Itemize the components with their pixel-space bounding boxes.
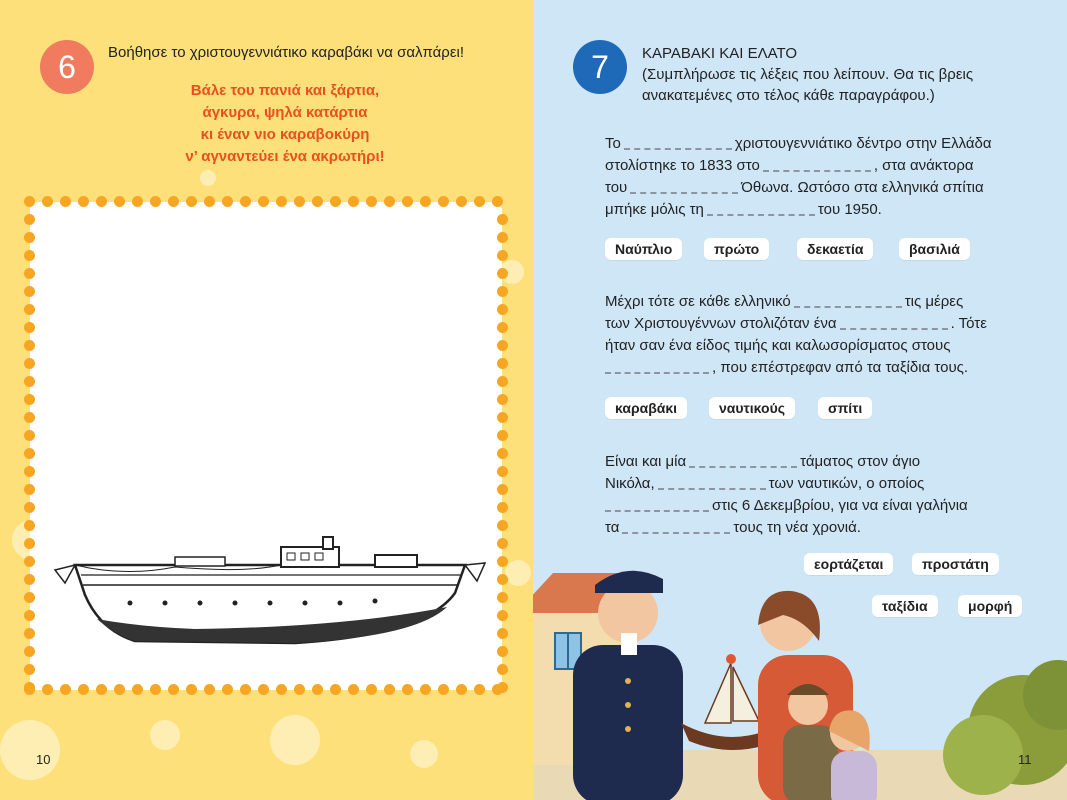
text: τα (605, 519, 620, 536)
bg-dot (0, 720, 60, 780)
frame-bead (492, 196, 503, 207)
frame-bead (497, 556, 508, 567)
frame-bead (497, 430, 508, 441)
frame-bead (186, 196, 197, 207)
activity-number-badge: 7 (573, 40, 627, 94)
text: Μέχρι τότε σε κάθε ελληνικό (605, 293, 791, 310)
blank-field[interactable] (605, 362, 709, 374)
blank-field[interactable] (622, 522, 730, 534)
frame-bead (497, 592, 508, 603)
poem-line: ν’ αγναντεύει ένα ακρωτήρι! (185, 148, 385, 165)
frame-bead (78, 684, 89, 695)
activity-intro: Βοήθησε το χριστουγεννιάτικο καραβάκι να σαλπάρει! (108, 44, 465, 61)
frame-bead (240, 196, 251, 207)
frame-bead (24, 430, 35, 441)
frame-bead (402, 196, 413, 207)
frame-bead (204, 196, 215, 207)
text: των ναυτικών, ο οποίος (768, 475, 925, 492)
frame-bead (312, 684, 323, 695)
frame-bead (497, 412, 508, 423)
frame-bead (204, 684, 215, 695)
activity-title: ΚΑΡΑΒΑΚΙ ΚΑΙ ΕΛΑΤΟ (642, 45, 798, 62)
frame-bead (24, 664, 35, 675)
frame-bead (222, 684, 233, 695)
frame-bead (42, 196, 53, 207)
frame-bead (24, 574, 35, 585)
text: Όθωνα. Ωστόσο στα ελληνικά σπίτια (741, 179, 984, 196)
frame-bead (497, 322, 508, 333)
frame-bead (24, 286, 35, 297)
word-chip[interactable]: μορφή (958, 595, 1022, 617)
blank-field[interactable] (794, 296, 902, 308)
frame-bead (186, 684, 197, 695)
activity-number-badge: 6 (40, 40, 94, 94)
frame-bead (222, 196, 233, 207)
bg-dot (200, 170, 216, 186)
frame-bead (497, 358, 508, 369)
frame-bead (497, 394, 508, 405)
frame-bead (497, 538, 508, 549)
frame-bead (132, 196, 143, 207)
bg-dot (150, 720, 180, 750)
word-chip[interactable]: ταξίδια (872, 595, 938, 617)
blank-field[interactable] (689, 456, 797, 468)
frame-bead (497, 268, 508, 279)
blank-field[interactable] (840, 318, 948, 330)
word-chip[interactable]: προστάτη (912, 553, 999, 575)
word-chip[interactable]: βασιλιά (899, 238, 970, 260)
word-chip[interactable]: δεκαετία (797, 238, 873, 260)
frame-bead (24, 484, 35, 495)
paragraph-2 (605, 291, 1035, 379)
bg-dot (270, 715, 320, 765)
frame-bead (24, 646, 35, 657)
word-chip[interactable]: σπίτι (818, 397, 872, 419)
frame-bead (150, 684, 161, 695)
frame-bead (24, 358, 35, 369)
frame-bead (330, 684, 341, 695)
text: του 1950. (817, 201, 882, 218)
word-chip[interactable]: ναυτικούς (709, 397, 795, 419)
text: , στα ανάκτορα (873, 157, 974, 174)
frame-bead (24, 232, 35, 243)
text: τις μέρες (904, 293, 964, 310)
frame-bead (42, 684, 53, 695)
frame-bead (24, 196, 35, 207)
frame-bead (24, 214, 35, 225)
frame-bead (24, 340, 35, 351)
frame-bead (497, 232, 508, 243)
boat-illustration (45, 535, 490, 655)
text: μπήκε μόλις τη (605, 201, 704, 218)
frame-bead (96, 196, 107, 207)
text: Νικόλα, (605, 475, 655, 492)
frame-bead (276, 196, 287, 207)
frame-bead (60, 684, 71, 695)
frame-bead (24, 556, 35, 567)
frame-bead (24, 412, 35, 423)
blank-field[interactable] (605, 500, 709, 512)
frame-bead (24, 250, 35, 261)
frame-bead (348, 196, 359, 207)
blank-field[interactable] (658, 478, 766, 490)
blank-field[interactable] (707, 204, 815, 216)
activity-header (642, 43, 973, 106)
text: των Χριστουγέννων στολιζόταν ένα (605, 315, 837, 332)
frame-bead (24, 322, 35, 333)
frame-bead (24, 448, 35, 459)
poem-line: κι έναν νιο καραβοκύρη (200, 126, 370, 143)
frame-bead (497, 574, 508, 585)
poem-line: Βάλε του πανιά και ξάρτια, (190, 82, 380, 99)
frame-bead (420, 684, 431, 695)
frame-bead (456, 684, 467, 695)
frame-bead (24, 682, 35, 693)
frame-bead (24, 610, 35, 621)
frame-bead (384, 196, 395, 207)
frame-bead (24, 268, 35, 279)
frame-bead (330, 196, 341, 207)
frame-bead (24, 628, 35, 639)
activity-instructions: ανακατεμένες στο τέλος κάθε παραγράφου.) (642, 87, 935, 104)
bg-dot (410, 740, 438, 768)
text: Είναι και μία (605, 453, 687, 470)
page-number: 11 (1018, 752, 1032, 767)
frame-bead (150, 196, 161, 207)
text: . Τότε (950, 315, 987, 332)
frame-bead (497, 664, 508, 675)
frame-bead (497, 610, 508, 621)
text: στις 6 Δεκεμβρίου, για να είναι γαλήνια (712, 497, 968, 514)
blank-field[interactable] (630, 182, 738, 194)
frame-bead (132, 684, 143, 695)
frame-bead (384, 684, 395, 695)
frame-bead (348, 684, 359, 695)
frame-bead (366, 196, 377, 207)
frame-bead (497, 484, 508, 495)
frame-bead (497, 214, 508, 225)
frame-bead (24, 520, 35, 531)
frame-bead (497, 304, 508, 315)
word-chip[interactable]: εορτάζεται (804, 553, 893, 575)
sailor-family-illustration (533, 555, 1067, 800)
word-chip[interactable]: πρώτο (704, 238, 769, 260)
frame-bead (366, 684, 377, 695)
frame-bead (258, 684, 269, 695)
frame-bead (497, 376, 508, 387)
frame-bead (24, 502, 35, 513)
page-number: 10 (36, 752, 51, 767)
text: του (605, 179, 628, 196)
poem-line: άγκυρα, ψηλά κατάρτια (202, 104, 368, 121)
frame-bead (60, 196, 71, 207)
frame-bead (312, 196, 323, 207)
frame-bead (168, 684, 179, 695)
frame-bead (438, 684, 449, 695)
frame-bead (474, 684, 485, 695)
frame-bead (258, 196, 269, 207)
frame-bead (24, 394, 35, 405)
frame-bead (497, 502, 508, 513)
frame-bead (24, 538, 35, 549)
frame-bead (497, 340, 508, 351)
text: στολίστηκε το 1833 στο (605, 157, 760, 174)
text: τάματος στον άγιο (800, 453, 921, 470)
frame-bead (114, 684, 125, 695)
frame-bead (402, 684, 413, 695)
activity-instructions: (Συμπλήρωσε τις λέξεις που λείπουν. Θα τις βρεις (642, 66, 974, 83)
frame-bead (438, 196, 449, 207)
frame-bead (78, 196, 89, 207)
frame-bead (497, 286, 508, 297)
frame-bead (497, 466, 508, 477)
frame-bead (497, 646, 508, 657)
frame-bead (420, 196, 431, 207)
frame-bead (497, 448, 508, 459)
frame-bead (497, 250, 508, 261)
frame-bead (497, 520, 508, 531)
frame-bead (240, 684, 251, 695)
frame-bead (276, 684, 287, 695)
word-chip[interactable]: Ναύπλιο (605, 238, 682, 260)
text: Το (605, 135, 621, 152)
frame-bead (24, 376, 35, 387)
frame-bead (96, 684, 107, 695)
poem (100, 80, 470, 168)
frame-bead (474, 196, 485, 207)
frame-bead (497, 628, 508, 639)
frame-bead (456, 196, 467, 207)
frame-bead (24, 466, 35, 477)
text: τους τη νέα χρονιά. (733, 519, 861, 536)
text: ήταν σαν ένα είδος τιμής και καλωσορίσματος στους (605, 337, 951, 354)
blank-field[interactable] (624, 138, 732, 150)
word-chip[interactable]: καραβάκι (605, 397, 687, 419)
frame-bead (24, 592, 35, 603)
paragraph-3 (605, 451, 1035, 539)
paragraph-1 (605, 133, 1035, 221)
frame-bead (24, 304, 35, 315)
frame-bead (294, 196, 305, 207)
blank-field[interactable] (763, 160, 871, 172)
frame-bead (114, 196, 125, 207)
frame-bead (294, 684, 305, 695)
bg-dot (505, 560, 531, 586)
frame-bead (168, 196, 179, 207)
frame-bead (497, 682, 508, 693)
text: , που επέστρεφαν από τα ταξίδια τους. (712, 359, 969, 376)
text: χριστουγεννιάτικο δέντρο στην Ελλάδα (734, 135, 992, 152)
left-page (0, 0, 533, 800)
